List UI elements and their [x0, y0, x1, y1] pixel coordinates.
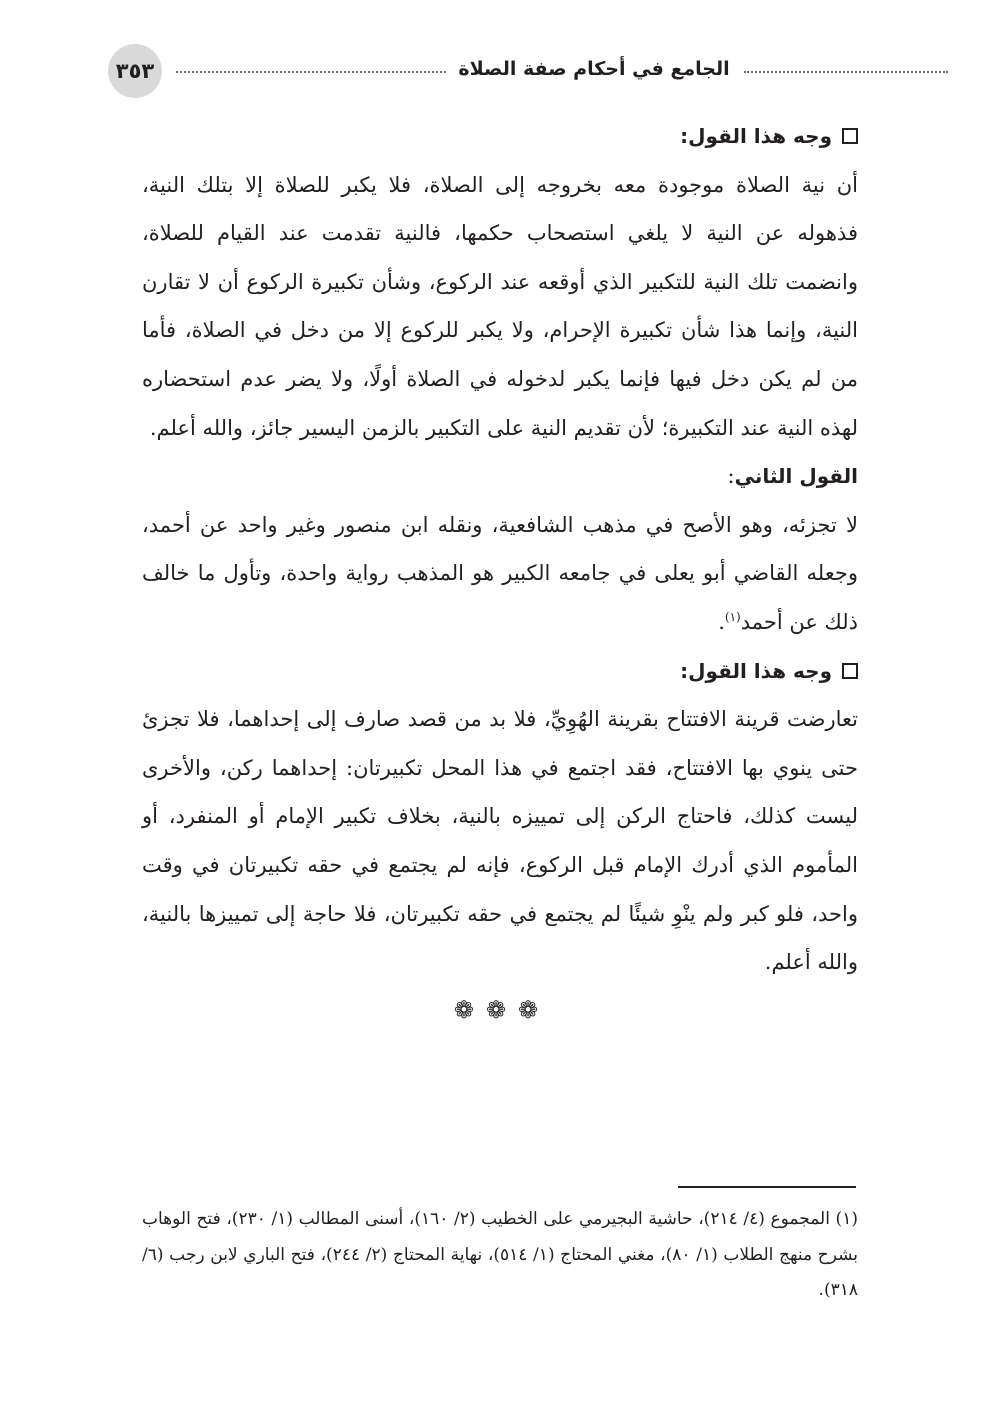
- paragraph: [142, 501, 858, 647]
- footnotes: [142, 1202, 858, 1309]
- opinion-heading-text: القول الثاني: [734, 464, 858, 489]
- section-heading-text: وجه هذا القول:: [680, 658, 832, 683]
- footnote-separator: [678, 1186, 856, 1188]
- section-heading-text: وجه هذا القول:: [680, 124, 832, 148]
- book-title: الجامع في أحكام صفة الصلاة: [458, 58, 730, 80]
- opinion-heading-colon: :: [727, 464, 735, 489]
- section-heading: [142, 647, 858, 696]
- footnote-item: (١) المجموع (٤/ ٢١٤)، حاشية البجيرمي على الخطيب (٢/ ١٦٠)، أسنى المطالب (١/ ٢٣٠)، فتح الوهاب بشرح منهج الطلاب (١/ ٨٠)، مغني المحتاج (١/ ٥١٤)، نهاية المحتاج (٢/ ٢٤٤)، فتح الباري لابن رجب (٦/ ٣١٨).: [142, 1209, 859, 1300]
- running-header: [108, 40, 848, 98]
- paragraph: أن نية الصلاة موجودة معه بخروجه إلى الصلاة، فلا يكبر للصلاة إلا بتلك النية، فذهوله عن النية لا يلغي استصحاب حكمها، فالنية تقدمت عند القيام للصلاة، وانضمت تلك النية للتكبير الذي أوقعه عند الركوع، وشأن تكبيرة الركوع أن لا تقارن النية، وإنما هذا شأن تكبيرة الإحرام، ولا يكبر للركوع إلا من دخل في الصلاة، فأما من لم يكن دخل فيها فإنما يكبر لدخوله في الصلاة أولًا، ولا يضر عدم استحضاره لهذه النية عند التكبيرة؛ لأن تقديم النية على التكبير بالزمن اليسير جائز، والله أعلم.: [142, 172, 858, 440]
- square-bullet-icon: [842, 663, 858, 679]
- paragraph: تعارضت قرينة الافتتاح بقرينة الهُوِيِّ، فلا بد من قصد صارف إلى إحداهما، فلا تجزئ حتى ينوي بها الافتتاح، فقد اجتمع في هذا المحل تكبيرتان: إحداهما ركن، والأخرى ليست كذلك، فاحتاج الركن إلى تمييزه بالنية، بخلاف تكبير الإمام أو المنفرد، أو المأموم الذي أدرك الإمام قبل الركوع، فإنه لم يجتمع في حقه تكبيرتان في وقت واحد، فلو كبر ولم ينْوِ شيئًا لم يجتمع في حقه تكبيرتان، فلا حاجة إلى تمييزها بالنية، والله أعلم.: [142, 707, 858, 975]
- paragraph-end: .: [718, 609, 725, 634]
- footnote-ref[interactable]: (١): [724, 609, 741, 624]
- square-bullet-icon: [842, 128, 858, 144]
- header-dotted-leader-right: [744, 71, 948, 73]
- page-number: ٣٥٣: [108, 44, 162, 98]
- flower-ornament-icon: ❁❁❁: [453, 996, 551, 1024]
- header-dotted-leader-left: [176, 71, 446, 73]
- paragraph-text: لا تجزئه، وهو الأصح في مذهب الشافعية، ونقله ابن منصور وغير واحد عن أحمد، وجعله القاضي أبو يعلى في جامعه الكبير هو المذهب رواية واحدة، وتأول ما خالف ذلك عن أحمد: [142, 512, 858, 634]
- opinion-heading: [142, 452, 858, 501]
- main-text: [142, 112, 858, 987]
- section-heading: [142, 112, 858, 161]
